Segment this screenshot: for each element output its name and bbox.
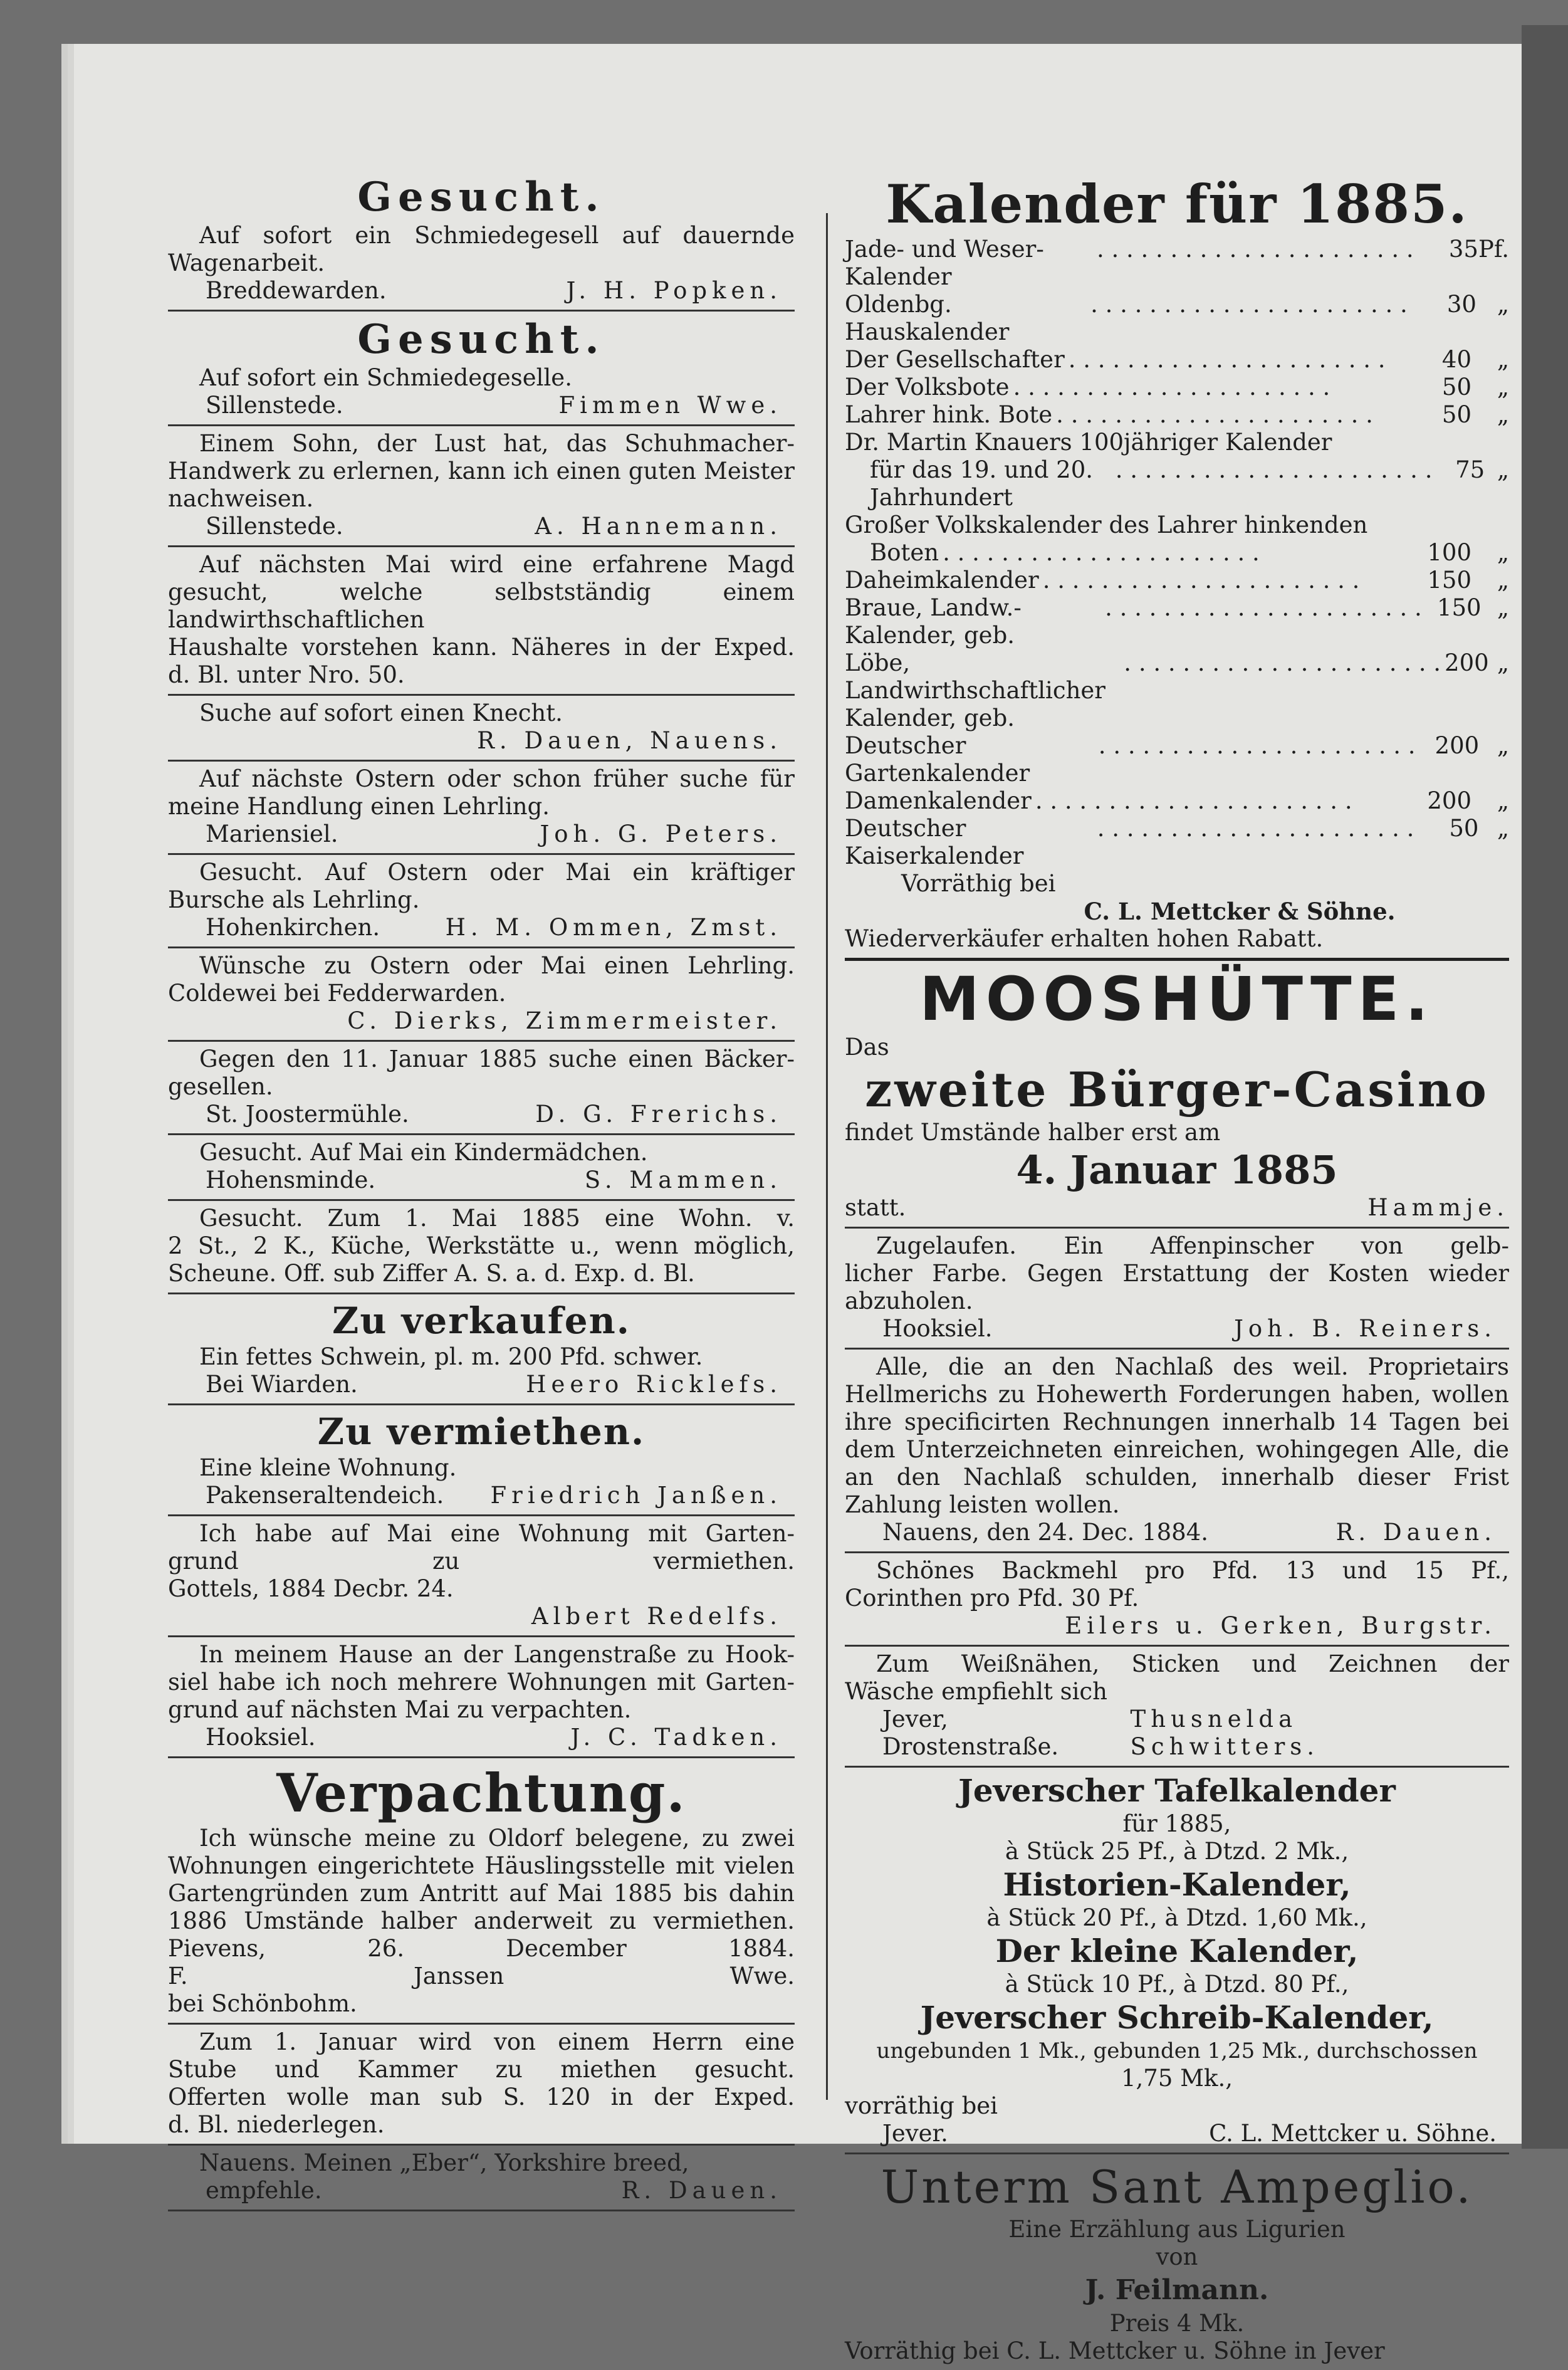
leader-dots: . . . . . . . . . . . . . . . . . . . . . . xyxy=(1042,567,1360,594)
ad-signature xyxy=(168,513,795,540)
calendar-item xyxy=(845,236,1509,291)
ampeglio-stock: Vorräthig bei C. L. Mettcker u. Söhne in Jever xyxy=(845,2337,1385,2364)
left-ad xyxy=(168,762,795,855)
calendar-item xyxy=(845,291,1509,346)
ad-place: Breddewarden. xyxy=(206,277,387,304)
ad-text-line: Wohnungen eingerichtete Häuslingsstelle mit vielen xyxy=(168,1852,795,1879)
leader-dots: . . . . . . . . . . . . . . . . . . . . . . xyxy=(1115,456,1433,483)
ad-place: Pakenseraltendeich. xyxy=(206,1482,444,1509)
newspaper-page xyxy=(74,44,1522,2364)
ad-signature xyxy=(168,1603,795,1630)
tafel-line-7: vorräthig bei xyxy=(845,2092,998,2119)
ad-text-line: Gegen den 11. Januar 1885 suche einen Bäcker- xyxy=(199,1046,795,1072)
ad-signature xyxy=(168,1101,795,1128)
calendar-item-unit: „ xyxy=(1497,732,1509,759)
calendar-item-unit xyxy=(1471,511,1509,539)
calendar-item xyxy=(845,429,1509,456)
mooshuette-ad xyxy=(845,961,1509,1229)
left-ad xyxy=(168,948,795,1042)
tafel-seller: C. L. Mettcker u. Söhne. xyxy=(1209,2120,1497,2147)
page-edge-shadow xyxy=(1522,25,1568,2149)
ad-place: Hohenkirchen. xyxy=(206,914,380,941)
leader-dots: . . . . . . . . . . . . . . . . . . . . . . xyxy=(943,539,1260,566)
calendar-item-name: für das 19. und 20. Jahrhundert xyxy=(870,456,1094,511)
left-ad xyxy=(168,1516,795,1637)
calendar-item-price: 40 xyxy=(1441,346,1471,373)
calendar-item-price: 200 xyxy=(1445,649,1489,676)
casino-statt: statt. xyxy=(845,1194,906,1221)
tafel-line-5: ungebunden 1 Mk., gebunden 1,25 Mk., durchschossen xyxy=(876,2038,1478,2063)
leader-dots: . . . . . . . . . . . . . . . . . . . . . . xyxy=(1098,732,1416,759)
right-ad xyxy=(845,1229,1509,1350)
calendar-price-list xyxy=(845,236,1509,870)
calendar-item-price: 35 xyxy=(1448,236,1478,263)
calendar-item-unit: „ xyxy=(1497,401,1509,428)
ad-signature xyxy=(168,1482,795,1509)
leader-dots xyxy=(1336,429,1393,456)
leader-dots: . . . . . . . . . . . . . . . . . . . . . . xyxy=(1068,346,1386,373)
ad-text-line: Haushalte vorstehen kann. Näheres in der Exped. xyxy=(168,634,795,661)
ad-signature xyxy=(168,914,795,941)
ampeglio-line-1: Eine Erzählung aus Ligurien xyxy=(1008,2216,1346,2243)
calendar-title: Kalender für 1885. xyxy=(886,173,1468,235)
left-ad xyxy=(168,1294,795,1405)
ad-signer: R. Dauen. xyxy=(621,2177,782,2204)
calendar-item-name: Damenkalender xyxy=(845,787,1032,814)
casino-signature xyxy=(845,1194,1509,1222)
ad-signer: S. Mammen. xyxy=(584,1167,782,1193)
ad-place: Bei Wiarden. xyxy=(206,1371,358,1398)
calendar-item xyxy=(845,456,1509,511)
ad-text-line: licher Farbe. Gegen Erstattung der Kosten wieder xyxy=(845,1260,1509,1287)
calendar-item xyxy=(845,815,1509,870)
calendar-item-unit: „ xyxy=(1497,291,1509,318)
left-ad xyxy=(168,2025,795,2146)
left-ad xyxy=(168,1042,795,1135)
leader-dots: . . . . . . . . . . . . . . . . . . . . . . xyxy=(1013,374,1330,401)
calendar-item xyxy=(845,539,1509,567)
calendar-item-name: Boten xyxy=(870,539,939,566)
left-ad xyxy=(168,696,795,762)
ad-heading: Verpachtung. xyxy=(276,1762,686,1824)
ad-text-line: In meinem Hause an der Langenstraße zu Hook- xyxy=(199,1641,795,1668)
calendar-item xyxy=(845,594,1509,649)
ad-place: St. Joostermühle. xyxy=(206,1101,409,1128)
calendar-item-price: 150 xyxy=(1427,567,1471,594)
ad-signer: Eilers u. Gerken, Burgstr. xyxy=(1065,1612,1497,1639)
ad-text-line: Wünsche zu Ostern oder Mai einen Lehrling. xyxy=(199,952,795,979)
left-ad xyxy=(168,547,795,696)
ad-text-line: Hellmerichs zu Hohewerth Forderungen haben, wollen xyxy=(845,1381,1509,1408)
tafel-title-1: Jeverscher Tafelkalender xyxy=(958,1772,1396,1809)
ad-text-line: Coldewei bei Fedderwarden. xyxy=(168,980,506,1007)
ad-text-line: Zahlung leisten wollen. xyxy=(845,1491,1120,1518)
calendar-item-price: 30 xyxy=(1446,291,1477,318)
ad-signer: Heero Ricklefs. xyxy=(526,1371,782,1398)
ampeglio-price: Preis 4 Mk. xyxy=(1109,2310,1245,2337)
left-ad xyxy=(168,1201,795,1294)
left-ad xyxy=(168,1637,795,1758)
ad-signer: A. Hannemann. xyxy=(535,513,782,540)
leader-dots: . . . . . . . . . . . . . . . . . . . . . . xyxy=(1056,401,1373,428)
casino-line: findet Umstände halber erst am xyxy=(845,1119,1221,1146)
ad-text-line: abzuholen. xyxy=(845,1287,973,1314)
calendar-item-unit: „ xyxy=(1497,815,1509,842)
ad-text-line: Auf sofort ein Schmiedegeselle. xyxy=(199,364,572,391)
ad-signature xyxy=(845,1315,1509,1343)
ad-text-line: Auf sofort ein Schmiedegesell auf dauernde xyxy=(199,222,795,249)
mooshuette-das: Das xyxy=(845,1034,889,1061)
ad-signature xyxy=(168,821,795,848)
ampeglio-author: J. Feilmann. xyxy=(1085,2274,1269,2306)
ad-text-line: Bursche als Lehrling. xyxy=(168,886,420,913)
ad-text-line: Zum 1. Januar wird von einem Herrn eine xyxy=(199,2028,795,2055)
calendar-item-price: 100 xyxy=(1427,539,1471,566)
ad-signer: Joh. B. Reiners. xyxy=(1234,1315,1497,1342)
left-ad xyxy=(168,2146,795,2211)
calendar-item xyxy=(845,401,1509,429)
tafel-title-2: Historien-Kalender, xyxy=(1003,1866,1351,1903)
tafel-signature xyxy=(845,2120,1509,2147)
calendar-item-unit: „ xyxy=(1497,374,1509,401)
calendar-item-price: 200 xyxy=(1427,787,1471,814)
ad-text-line: Auf nächsten Mai wird eine erfahrene Magd xyxy=(199,551,795,578)
calendar-item-unit xyxy=(1471,429,1509,456)
ad-text-line: Gesucht. Auf Mai ein Kindermädchen. xyxy=(199,1139,648,1166)
casino-title: zweite Bürger-Casino xyxy=(865,1062,1489,1118)
right-small-ads xyxy=(845,1229,1509,1768)
calendar-item-unit: „ xyxy=(1497,456,1509,483)
ad-text-line: Gesucht. Zum 1. Mai 1885 eine Wohn. v. xyxy=(199,1205,795,1232)
ad-signature xyxy=(168,1724,795,1751)
ad-signer: D. G. Frerichs. xyxy=(535,1101,782,1128)
ad-text-line: Zugelaufen. Ein Affenpinscher von gelb- xyxy=(876,1232,1509,1259)
calendar-item-name: Der Gesellschafter xyxy=(845,346,1065,373)
calendar-item-name: Deutscher Kaiserkalender xyxy=(845,815,1024,869)
tafel-line-4: à Stück 10 Pf., à Dtzd. 80 Pf., xyxy=(1005,1971,1349,1998)
calendar-item-price: 50 xyxy=(1449,815,1479,842)
ad-signature xyxy=(845,1612,1509,1640)
calendar-item-price: 50 xyxy=(1441,374,1471,401)
ad-text-line: nachweisen. xyxy=(168,485,314,512)
ad-text-line: Ich wünsche meine zu Oldorf belegene, zu zwei xyxy=(199,1825,795,1852)
ad-signature xyxy=(168,727,795,755)
ad-text-line: Wäsche empfiehlt sich xyxy=(845,1678,1107,1705)
ad-text-line: gesellen. xyxy=(168,1073,273,1100)
calendar-item-price: 50 xyxy=(1441,401,1471,428)
ad-text-line: Corinthen pro Pfd. 30 Pf. xyxy=(845,1585,1139,1612)
calendar-item-price xyxy=(1396,511,1471,539)
calendar-seller: C. L. Mettcker & Söhne. xyxy=(1084,898,1396,925)
calendar-item-unit: „ xyxy=(1497,567,1509,594)
ad-signer: Friedrich Janßen. xyxy=(490,1482,782,1509)
calendar-item-price: 150 xyxy=(1436,594,1482,621)
calendar-item-unit: Pf. xyxy=(1478,236,1509,263)
ad-signature xyxy=(168,1167,795,1194)
ad-signature xyxy=(168,1371,795,1398)
ad-text-line: Gottels, 1884 Decbr. 24. xyxy=(168,1575,454,1602)
ad-text-line: Nauens. Meinen „Eber“, Yorkshire breed, xyxy=(199,2149,689,2176)
tafel-place: Jever. xyxy=(882,2120,948,2147)
ad-place: Hooksiel. xyxy=(882,1315,993,1342)
ad-text-line: Suche auf sofort einen Knecht. xyxy=(199,700,563,726)
calendar-item-name: Dr. Martin Knauers 100jähriger Kalender xyxy=(845,429,1332,456)
mooshuette-title: MOOSHÜTTE. xyxy=(919,964,1435,1034)
ad-signature xyxy=(168,277,795,305)
ad-signer: H. M. Ommen, Zmst. xyxy=(445,914,782,941)
calendar-item-unit: „ xyxy=(1497,539,1509,566)
ad-text-line: meine Handlung einen Lehrling. xyxy=(168,793,550,820)
leader-dots: . . . . . . . . . . . . . . . . . . . . . . xyxy=(1096,236,1414,263)
ad-signer: R. Dauen. xyxy=(1335,1519,1497,1546)
right-ad xyxy=(845,1553,1509,1647)
ad-signer: Fimmen Wwe. xyxy=(558,392,782,419)
calendar-item-name: Oldenbg. Hauskalender xyxy=(845,291,1010,345)
calendar-item-name: Großer Volkskalender des Lahrer hinkenden xyxy=(845,511,1368,538)
right-column xyxy=(845,169,1509,2370)
calendar-item-price: 200 xyxy=(1435,732,1480,759)
tafel-line-6: 1,75 Mk., xyxy=(1121,2065,1233,2092)
ad-place: Hooksiel. xyxy=(206,1724,316,1751)
ad-text-line: Eine kleine Wohnung. xyxy=(199,1454,457,1481)
ad-text-line: ihre specificirten Rechnungen innerhalb 14 Tagen bei xyxy=(845,1408,1509,1435)
tafel-title-4: Jeverscher Schreib-Kalender, xyxy=(920,1999,1434,2036)
calendar-item-price: 75 xyxy=(1455,456,1485,483)
ad-heading: Gesucht. xyxy=(357,316,605,363)
ad-signer: Thusnelda Schwitters. xyxy=(1130,1706,1320,1760)
casino-date: 4. Januar 1885 xyxy=(1016,1147,1338,1193)
leader-dots: . . . . . . . . . . . . . . . . . . . . . . xyxy=(1035,787,1352,814)
ad-text-line: Alle, die an den Nachlaß des weil. Proprietairs xyxy=(876,1353,1509,1380)
casino-sign: Hammje. xyxy=(1367,1194,1509,1221)
calendar-item xyxy=(845,649,1509,732)
calendar-item-unit: „ xyxy=(1497,649,1509,676)
left-ad xyxy=(168,855,795,948)
ad-place: Hohensminde. xyxy=(206,1167,376,1193)
left-column xyxy=(168,169,795,2211)
ad-text-line: Wagenarbeit. xyxy=(168,249,325,276)
ad-text-line: siel habe ich noch mehrere Wohnungen mit Garten- xyxy=(168,1669,795,1696)
left-ad xyxy=(168,1758,795,2025)
calendar-item-name: Der Volksbote xyxy=(845,374,1010,401)
ad-text-line: Offerten wolle man sub S. 120 in der Exped. xyxy=(168,2084,795,2110)
ad-text-line: bei Schönbohm. xyxy=(168,1990,357,2017)
ad-signature xyxy=(845,1519,1509,1546)
column-divider xyxy=(826,213,828,2100)
tafelkalender-ad xyxy=(845,1768,1509,2154)
ad-signer: Albert Redelfs. xyxy=(531,1603,782,1630)
ad-text-line: 1886 Umstände halber anderweit zu vermiethen. xyxy=(168,1907,795,1934)
leader-dots: . . . . . . . . . . . . . . . . . . . . . . xyxy=(1124,649,1441,676)
ad-signer: Joh. G. Peters. xyxy=(540,821,782,847)
calendar-item-price xyxy=(1396,429,1471,456)
tafel-line-2: à Stück 25 Pf., à Dtzd. 2 Mk., xyxy=(1005,1838,1349,1865)
ad-text-line: Pievens, 26. December 1884. xyxy=(168,1935,795,1962)
ampeglio-ad xyxy=(845,2154,1509,2370)
ad-text-line: d. Bl. niederlegen. xyxy=(168,2111,385,2138)
ad-place: Sillenstede. xyxy=(206,392,343,419)
ad-signer: J. C. Tadken. xyxy=(570,1724,782,1751)
ad-text-line: Scheune. Off. sub Ziffer A. S. a. d. Exp. d. Bl. xyxy=(168,1260,695,1287)
ad-text-line: Schönes Backmehl pro Pfd. 13 und 15 Pf., xyxy=(876,1557,1509,1584)
ad-text-line: Handwerk zu erlernen, kann ich einen guten Meister xyxy=(168,458,795,485)
ad-text-line: Einem Sohn, der Lust hat, das Schuhmacher- xyxy=(199,430,795,457)
leader-dots: . . . . . . . . . . . . . . . . . . . . . . xyxy=(1090,291,1408,318)
ad-place: Nauens, den 24. Dec. 1884. xyxy=(882,1519,1209,1546)
ad-signer: J. H. Popken. xyxy=(566,277,782,304)
calendar-item xyxy=(845,374,1509,401)
calendar-item xyxy=(845,511,1509,539)
ad-signature xyxy=(168,2177,795,2205)
left-ad xyxy=(168,1405,795,1516)
ad-signature xyxy=(168,392,795,419)
ad-text-line: Gesucht. Auf Ostern oder Mai ein kräftiger xyxy=(199,859,795,886)
ad-place: Sillenstede. xyxy=(206,513,343,540)
tafel-line-3: à Stück 20 Pf., à Dtzd. 1,60 Mk., xyxy=(986,1904,1367,1931)
ad-text-line: Gartengründen zum Antritt auf Mai 1885 bis dahin xyxy=(168,1880,795,1907)
calendar-stock: Vorräthig bei xyxy=(901,870,1056,897)
ad-heading: Zu vermiethen. xyxy=(317,1410,645,1453)
ad-text-line: Ein fettes Schwein, pl. m. 200 Pfd. schwer. xyxy=(199,1343,703,1370)
ad-text-line: gesucht, welche selbstständig einem landwirthschaftlichen xyxy=(168,579,795,633)
ad-text-line: dem Unterzeichneten einreichen, wohingegen Alle, die xyxy=(845,1436,1509,1463)
ampeglio-line-2: von xyxy=(1156,2243,1198,2270)
calendar-item xyxy=(845,732,1509,787)
calendar-item-unit: „ xyxy=(1497,594,1509,621)
calendar-item xyxy=(845,787,1509,815)
ad-signature xyxy=(168,1007,795,1035)
leader-dots: . . . . . . . . . . . . . . . . . . . . . . xyxy=(1105,594,1422,621)
right-ad xyxy=(845,1350,1509,1553)
calendar-item xyxy=(845,346,1509,374)
calendar-item-name: Löbe, Landwirthschaftlicher Kalender, geb. xyxy=(845,649,1105,731)
ad-text-line: 2 St., 2 K., Küche, Werkstätte u., wenn möglich, xyxy=(168,1232,795,1259)
right-ad xyxy=(845,1647,1509,1768)
ad-text-line: F. Janssen Wwe. xyxy=(168,1963,795,1990)
ad-text-line: Zum Weißnähen, Sticken und Zeichnen der xyxy=(876,1650,1509,1677)
calendar-item-name: Lahrer hink. Bote xyxy=(845,401,1053,428)
calendar-item-name: Braue, Landw.-Kalender, geb. xyxy=(845,594,1022,649)
leader-dots: . . . . . . . . . . . . . . . . . . . . . . xyxy=(1097,815,1414,842)
calendar-resale: Wiederverkäufer erhalten hohen Rabatt. xyxy=(845,925,1324,952)
left-ad xyxy=(168,426,795,547)
ad-signer: R. Dauen, Nauens. xyxy=(477,727,782,754)
calendar-item-unit: „ xyxy=(1497,787,1509,814)
calendar-item-name: Jade- und Weser-Kalender xyxy=(845,236,1044,290)
ad-heading: Zu verkaufen. xyxy=(332,1299,630,1342)
ad-signer: C. Dierks, Zimmermeister. xyxy=(347,1007,782,1034)
leader-dots xyxy=(1371,511,1393,539)
left-ad xyxy=(168,169,795,312)
ad-place: empfehle. xyxy=(206,2177,322,2204)
tafel-title-3: Der kleine Kalender, xyxy=(995,1932,1359,1969)
ad-text-line: d. Bl. unter Nro. 50. xyxy=(168,661,405,688)
ad-text-line: Stube und Kammer zu miethen gesucht. xyxy=(168,2056,795,2083)
ad-text-line: grund auf nächsten Mai zu verpachten. xyxy=(168,1696,632,1723)
calendar-item xyxy=(845,567,1509,594)
ad-place: Jever, Drostenstraße. xyxy=(882,1706,1059,1760)
calendar-item-name: Daheimkalender xyxy=(845,567,1039,594)
ad-signature xyxy=(845,1706,1509,1761)
ad-text-line: grund zu vermiethen. xyxy=(168,1548,795,1575)
ad-text-line: Ich habe auf Mai eine Wohnung mit Garten- xyxy=(199,1520,795,1547)
calendar-ad xyxy=(845,169,1509,961)
left-ad xyxy=(168,1135,795,1201)
ad-text-line: an den Nachlaß schulden, innerhalb dieser Frist xyxy=(845,1464,1509,1491)
left-ad xyxy=(168,312,795,426)
ad-text-line: Auf nächste Ostern oder schon früher suche für xyxy=(199,765,795,792)
ad-place: Mariensiel. xyxy=(206,821,338,847)
tafel-line-1: für 1885, xyxy=(1122,1810,1231,1837)
calendar-item-unit: „ xyxy=(1497,346,1509,373)
ad-heading: Gesucht. xyxy=(357,174,605,221)
calendar-item-name: Deutscher Gartenkalender xyxy=(845,732,1030,787)
ampeglio-title: Unterm Sant Ampeglio. xyxy=(881,2161,1473,2213)
